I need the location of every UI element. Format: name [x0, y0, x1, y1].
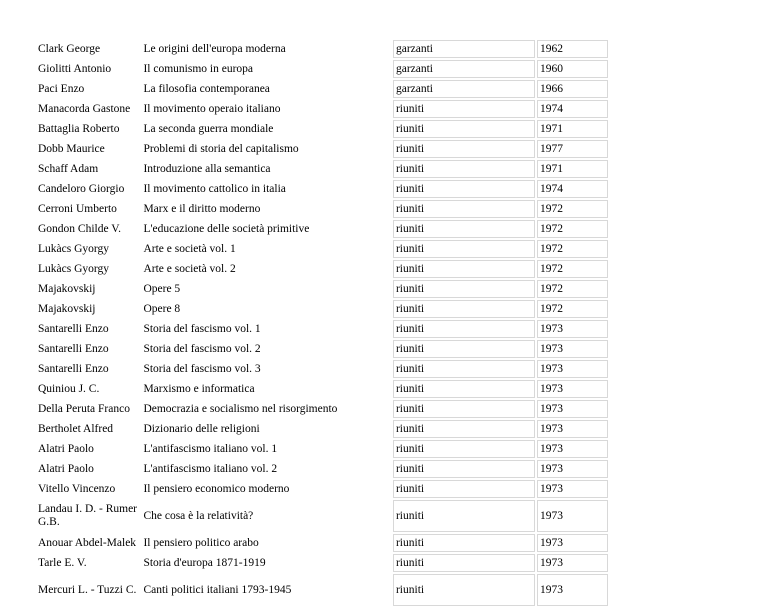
- title-cell: Introduzione alla semantica: [143, 162, 271, 175]
- author-cell: Paci Enzo: [38, 82, 85, 95]
- author-cell: Tarle E. V.: [38, 556, 87, 569]
- table-row: [36, 300, 608, 318]
- book-list-body: [36, 40, 608, 606]
- title-cell: Democrazia e socialismo nel risorgimento: [143, 402, 338, 415]
- publisher-cell: riuniti: [393, 460, 535, 478]
- author-cell: Landau I. D. - Rumer G.B.: [38, 503, 137, 528]
- title-cell: Marx e il diritto moderno: [143, 202, 261, 215]
- year-cell: 1962: [537, 40, 608, 58]
- title-cell: Il pensiero economico moderno: [143, 482, 290, 495]
- author-cell: Candeloro Giorgio: [38, 182, 125, 195]
- table-row: [36, 440, 608, 458]
- publisher-cell: riuniti: [393, 534, 535, 552]
- table-row: [36, 100, 608, 118]
- title-cell: Storia d'europa 1871-1919: [143, 556, 266, 569]
- publisher-cell: riuniti: [393, 160, 535, 178]
- title-cell: Che cosa è la relatività?: [143, 509, 254, 522]
- publisher-cell: riuniti: [393, 240, 535, 258]
- year-cell: 1974: [537, 100, 608, 118]
- table-row: [36, 200, 608, 218]
- table-row: [36, 140, 608, 158]
- author-cell: Manacorda Gastone: [38, 102, 131, 115]
- title-cell: Storia del fascismo vol. 3: [143, 362, 261, 375]
- author-cell: Dobb Maurice: [38, 142, 105, 155]
- year-cell: 1972: [537, 300, 608, 318]
- author-cell: Majakovskij: [38, 282, 96, 295]
- author-cell: Gondon Childe V.: [38, 222, 121, 235]
- title-cell: Arte e società vol. 1: [143, 242, 236, 255]
- year-cell: 1973: [537, 554, 608, 572]
- author-cell: Lukàcs Gyorgy: [38, 242, 110, 255]
- title-cell: Le origini dell'europa moderna: [143, 42, 286, 55]
- title-cell: L'antifascismo italiano vol. 2: [143, 462, 278, 475]
- title-cell: La filosofia contemporanea: [143, 82, 270, 95]
- year-cell: 1966: [537, 80, 608, 98]
- table-row: [36, 320, 608, 338]
- publisher-cell: riuniti: [393, 220, 535, 238]
- table-row: [36, 160, 608, 178]
- table-row: [36, 60, 608, 78]
- title-cell: Canti politici italiani 1793-1945: [143, 583, 292, 596]
- year-cell: 1973: [537, 420, 608, 438]
- year-cell: 1973: [537, 460, 608, 478]
- table-row: [36, 80, 608, 98]
- table-row: [36, 400, 608, 418]
- year-cell: 1972: [537, 200, 608, 218]
- author-cell: Cerroni Umberto: [38, 202, 117, 215]
- year-cell: 1973: [537, 534, 608, 552]
- title-cell: La seconda guerra mondiale: [143, 122, 274, 135]
- title-cell: Opere 8: [143, 302, 181, 315]
- year-cell: 1971: [537, 160, 608, 178]
- publisher-cell: riuniti: [393, 480, 535, 498]
- year-cell: 1977: [537, 140, 608, 158]
- year-cell: 1960: [537, 60, 608, 78]
- table-row: [36, 280, 608, 298]
- table-row: [36, 120, 608, 138]
- title-cell: L'antifascismo italiano vol. 1: [143, 442, 278, 455]
- publisher-cell: riuniti: [393, 140, 535, 158]
- table-row: [36, 480, 608, 498]
- title-cell: Il comunismo in europa: [143, 62, 254, 75]
- publisher-cell: riuniti: [393, 300, 535, 318]
- author-cell: Schaff Adam: [38, 162, 99, 175]
- author-cell: Alatri Paolo: [38, 462, 94, 475]
- title-cell: L'educazione delle società primitive: [143, 222, 310, 235]
- table-row: [36, 380, 608, 398]
- publisher-cell: riuniti: [393, 420, 535, 438]
- table-row: [36, 460, 608, 478]
- publisher-cell: garzanti: [393, 60, 535, 78]
- table-row: [36, 240, 608, 258]
- author-cell: Santarelli Enzo: [38, 342, 109, 355]
- title-cell: Il movimento operaio italiano: [143, 102, 281, 115]
- year-cell: 1973: [537, 480, 608, 498]
- publisher-cell: riuniti: [393, 320, 535, 338]
- table-row: [36, 260, 608, 278]
- author-cell: Santarelli Enzo: [38, 362, 109, 375]
- year-cell: 1973: [537, 320, 608, 338]
- author-cell: Giolitti Antonio: [38, 62, 112, 75]
- year-cell: 1973: [537, 360, 608, 378]
- table-row: [36, 220, 608, 238]
- table-row: [36, 534, 608, 552]
- author-cell: Clark George: [38, 42, 101, 55]
- author-cell: Bertholet Alfred: [38, 422, 114, 435]
- publisher-cell: riuniti: [393, 180, 535, 198]
- table-row: [36, 360, 608, 378]
- author-cell: Quiniou J. C.: [38, 382, 100, 395]
- year-cell: 1972: [537, 280, 608, 298]
- year-cell: 1973: [537, 500, 608, 532]
- publisher-cell: garzanti: [393, 40, 535, 58]
- title-cell: Marxismo e informatica: [143, 382, 255, 395]
- title-cell: Problemi di storia del capitalismo: [143, 142, 299, 155]
- author-cell: Alatri Paolo: [38, 442, 94, 455]
- author-cell: Battaglia Roberto: [38, 122, 120, 135]
- author-cell: Lukàcs Gyorgy: [38, 262, 110, 275]
- title-cell: Il movimento cattolico in italia: [143, 182, 286, 195]
- publisher-cell: riuniti: [393, 400, 535, 418]
- author-cell: Majakovskij: [38, 302, 96, 315]
- year-cell: 1973: [537, 400, 608, 418]
- title-cell: Storia del fascismo vol. 2: [143, 342, 261, 355]
- publisher-cell: riuniti: [393, 574, 535, 606]
- publisher-cell: riuniti: [393, 280, 535, 298]
- year-cell: 1973: [537, 440, 608, 458]
- title-cell: Arte e società vol. 2: [143, 262, 236, 275]
- title-cell: Dizionario delle religioni: [143, 422, 260, 435]
- publisher-cell: riuniti: [393, 380, 535, 398]
- publisher-cell: riuniti: [393, 200, 535, 218]
- publisher-cell: riuniti: [393, 120, 535, 138]
- publisher-cell: riuniti: [393, 440, 535, 458]
- year-cell: 1972: [537, 220, 608, 238]
- book-list-table: [34, 38, 610, 608]
- year-cell: 1973: [537, 574, 608, 606]
- author-cell: Anouar Abdel-Malek: [38, 536, 137, 549]
- publisher-cell: garzanti: [393, 80, 535, 98]
- publisher-cell: riuniti: [393, 360, 535, 378]
- author-cell: Della Peruta Franco: [38, 402, 130, 415]
- publisher-cell: riuniti: [393, 554, 535, 572]
- title-cell: Storia del fascismo vol. 1: [143, 322, 261, 335]
- table-row: [36, 180, 608, 198]
- year-cell: 1973: [537, 340, 608, 358]
- year-cell: 1972: [537, 240, 608, 258]
- publisher-cell: riuniti: [393, 100, 535, 118]
- year-cell: 1973: [537, 380, 608, 398]
- table-row: [36, 500, 608, 532]
- table-row: [36, 340, 608, 358]
- publisher-cell: riuniti: [393, 260, 535, 278]
- year-cell: 1972: [537, 260, 608, 278]
- publisher-cell: riuniti: [393, 500, 535, 532]
- table-row: [36, 574, 608, 606]
- table-row: [36, 420, 608, 438]
- title-cell: Opere 5: [143, 282, 181, 295]
- title-cell: Il pensiero politico arabo: [143, 536, 259, 549]
- author-cell: Mercuri L. - Tuzzi C.: [38, 583, 137, 596]
- author-cell: Santarelli Enzo: [38, 322, 109, 335]
- table-row: [36, 40, 608, 58]
- author-cell: Vitello Vincenzo: [38, 482, 116, 495]
- table-row: [36, 554, 608, 572]
- year-cell: 1974: [537, 180, 608, 198]
- publisher-cell: riuniti: [393, 340, 535, 358]
- year-cell: 1971: [537, 120, 608, 138]
